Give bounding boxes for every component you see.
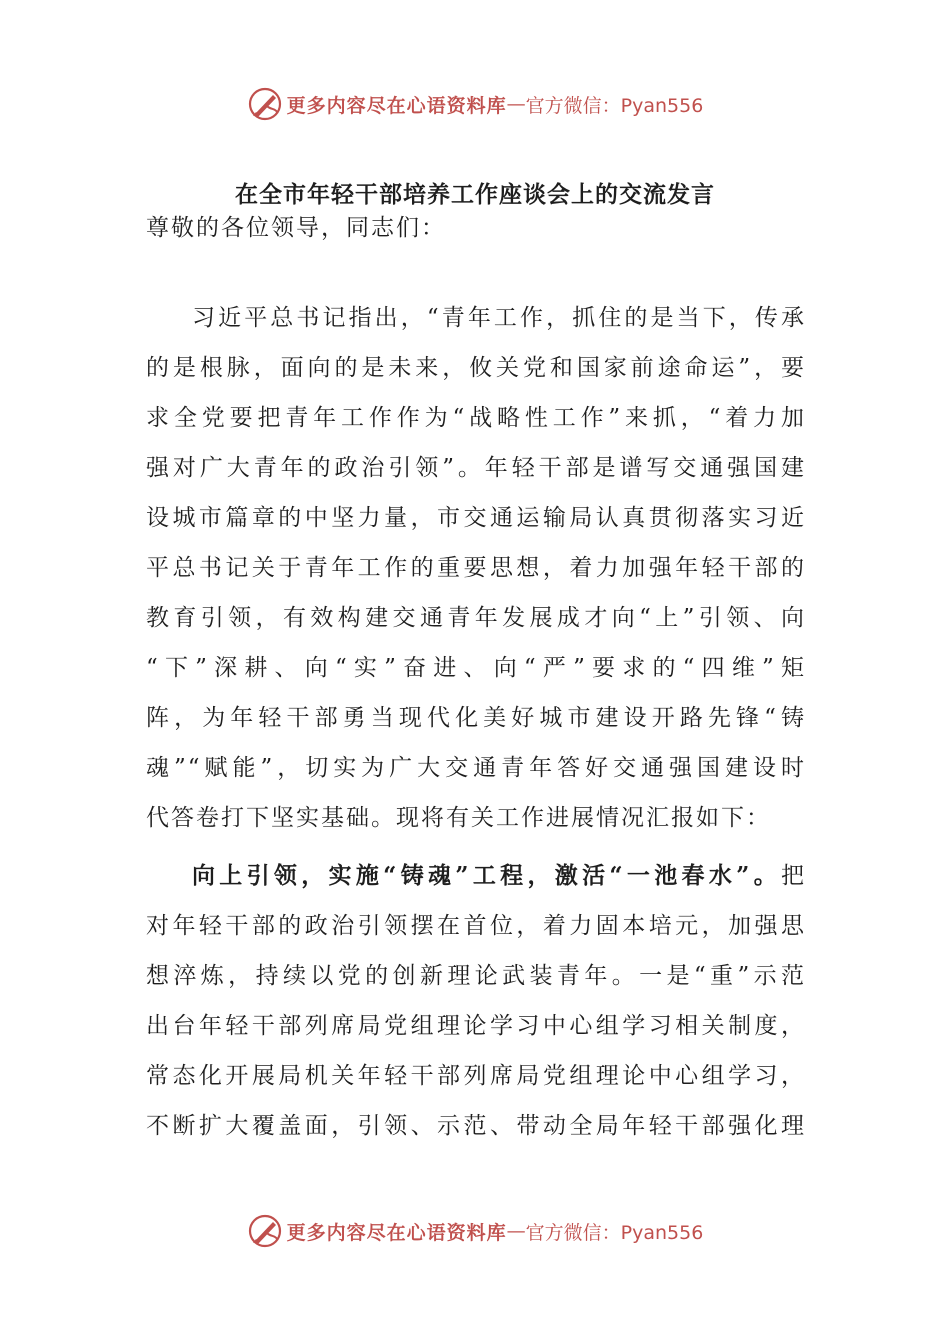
paragraph-line: 对年轻干部的政治引领摆在首位，着力固本培元，加强思 — [146, 913, 806, 939]
paragraph-line: 阵，为年轻干部勇当现代化美好城市建设开路先锋“铸 — [146, 705, 806, 731]
paragraph-line: 想淬炼，持续以党的创新理论武装青年。一是“重”示范 — [146, 963, 806, 989]
paragraph-line: 不断扩大覆盖面，引领、示范、带动全局年轻干部强化理 — [146, 1113, 806, 1139]
footer-banner-wechat: 官方微信：Pyan556 — [525, 1221, 704, 1244]
document-title: 在全市年轻干部培养工作座谈会上的交流发言 — [235, 181, 715, 208]
footer-banner-text: 更多内容尽在心语资料库 — [286, 1221, 507, 1244]
paragraph-line: 魂”“赋能”，切实为广大交通青年答好交通强国建设时 — [146, 755, 806, 781]
footer-watermark-banner — [0, 1211, 950, 1251]
paragraph-line — [146, 851, 806, 901]
header-banner-text: 更多内容尽在心语资料库 — [286, 94, 507, 117]
paragraph-line: 出台年轻干部列席局党组理论学习中心组学习相关制度， — [146, 1013, 806, 1039]
paragraph-line: 代答卷打下坚实基础。现将有关工作进展情况汇报如下： — [146, 805, 771, 831]
footer-banner-separator: — — [506, 1220, 526, 1242]
paragraph-line: 的是根脉，面向的是未来，攸关党和国家前途命运”，要 — [146, 355, 806, 381]
header-banner-separator: — — [506, 93, 526, 115]
paragraph-1 — [146, 293, 806, 843]
paragraph-line: 习近平总书记指出，“青年工作，抓住的是当下，传承 — [192, 305, 806, 331]
paragraph-line-tail: 把 — [781, 863, 806, 889]
paragraph-2 — [146, 851, 806, 1151]
pen-logo-icon — [247, 1213, 283, 1249]
paragraph-line: 常态化开展局机关年轻干部列席局党组理论中心组学习， — [146, 1063, 806, 1089]
section-heading: 向上引领，实施“铸魂”工程，激活“一池春水”。 — [192, 862, 781, 889]
salutation: 尊敬的各位领导，同志们： — [146, 215, 446, 241]
header-watermark-banner — [0, 84, 950, 124]
header-banner-wechat: 官方微信：Pyan556 — [525, 94, 704, 117]
pen-logo-icon — [247, 86, 283, 122]
paragraph-line: 强对广大青年的政治引领”。年轻干部是谱写交通强国建 — [146, 455, 806, 481]
paragraph-line: 求全党要把青年工作作为“战略性工作”来抓，“着力加 — [146, 405, 806, 431]
paragraph-line: 教育引领，有效构建交通青年发展成才向“上”引领、向 — [146, 605, 806, 631]
paragraph-line: 平总书记关于青年工作的重要思想，着力加强年轻干部的 — [146, 555, 806, 581]
paragraph-line: 设城市篇章的中坚力量，市交通运输局认真贯彻落实习近 — [146, 505, 806, 531]
paragraph-line: “下”深耕、向“实”奋进、向“严”要求的“四维”矩 — [146, 655, 806, 681]
